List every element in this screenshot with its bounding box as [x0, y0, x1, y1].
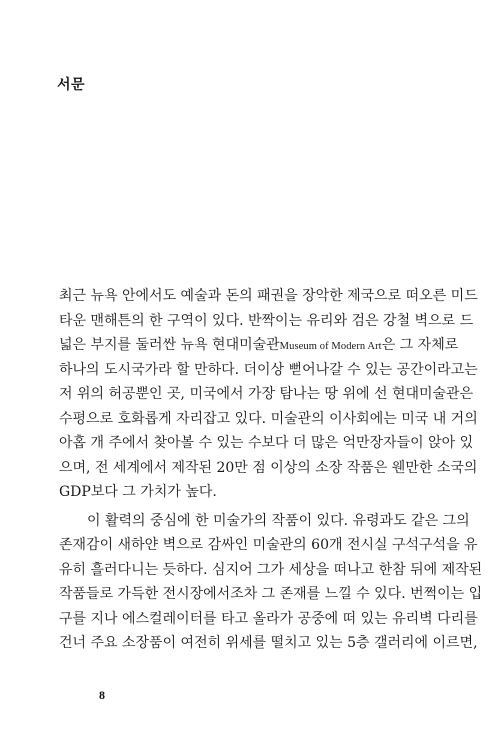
section-title: 서문: [57, 77, 86, 93]
text-line: [59, 333, 459, 358]
text-line: 저 위의 허공뿐인 곳, 미국에서 가장 탐나는 땅 위에 선 현대미술관은: [59, 386, 474, 402]
body-text: [59, 284, 483, 656]
text-line: 타운 맨해튼의 한 구역이 있다. 반짝이는 유리와 검은 강철 벽으로 드: [59, 312, 474, 329]
text-line: 구를 지나 에스컬레이터를 타고 올라가 공중에 떠 있는 유리벽 다리를: [59, 610, 478, 627]
text-line: 으며, 전 세계에서 제작된 20만 점 이상의 소장 작품은 웬만한 소국의: [59, 459, 478, 476]
text-line: 하나의 도시국가라 할 만하다. 더이상 뻗어나갈 수 있는 공간이라고는: [59, 361, 478, 378]
text-line: 최근 뉴욕 안에서도 예술과 돈의 패권을 장악한 제국으로 떠오른 미드: [59, 288, 478, 304]
text-line: 존재감이 새하얀 벽으로 감싸인 미술관의 60개 전시실 구석구석을 유: [59, 537, 478, 553]
paragraph-2: [59, 509, 483, 656]
text-line: 아홉 개 주에서 찾아볼 수 있는 수보다 더 많은 억만장자들이 앉아 있: [59, 435, 474, 451]
text-line: 건너 주요 소장품이 여전히 위세를 떨치고 있는 5층 갤러리에 이르면,: [59, 635, 478, 651]
text-line: 작품들로 가득한 전시장에서조차 그 존재를 느낄 수 있다. 번쩍이는 입: [59, 586, 483, 602]
text-line: 유히 흘러다니는 듯하다. 심지어 그가 세상을 떠나고 한참 뒤에 제작된: [59, 561, 483, 578]
english-gloss: Museum of Modern Art: [279, 341, 382, 352]
text-segment: 은 그 자체로: [381, 337, 459, 353]
text-segment: 넓은 부지를 둘러싼 뉴욕 현대미술관: [59, 337, 280, 353]
paragraph-1: [59, 284, 478, 505]
text-line: 수평으로 호화롭게 자리잡고 있다. 미술관의 이사회에는 미국 내 거의: [59, 410, 478, 427]
text-line: 이 활력의 중심에 한 미술가의 작품이 있다. 유령과도 같은 그의: [87, 512, 470, 529]
text-line: GDP보다 그 가치가 높다.: [59, 484, 217, 500]
page-number: 8: [99, 688, 105, 702]
